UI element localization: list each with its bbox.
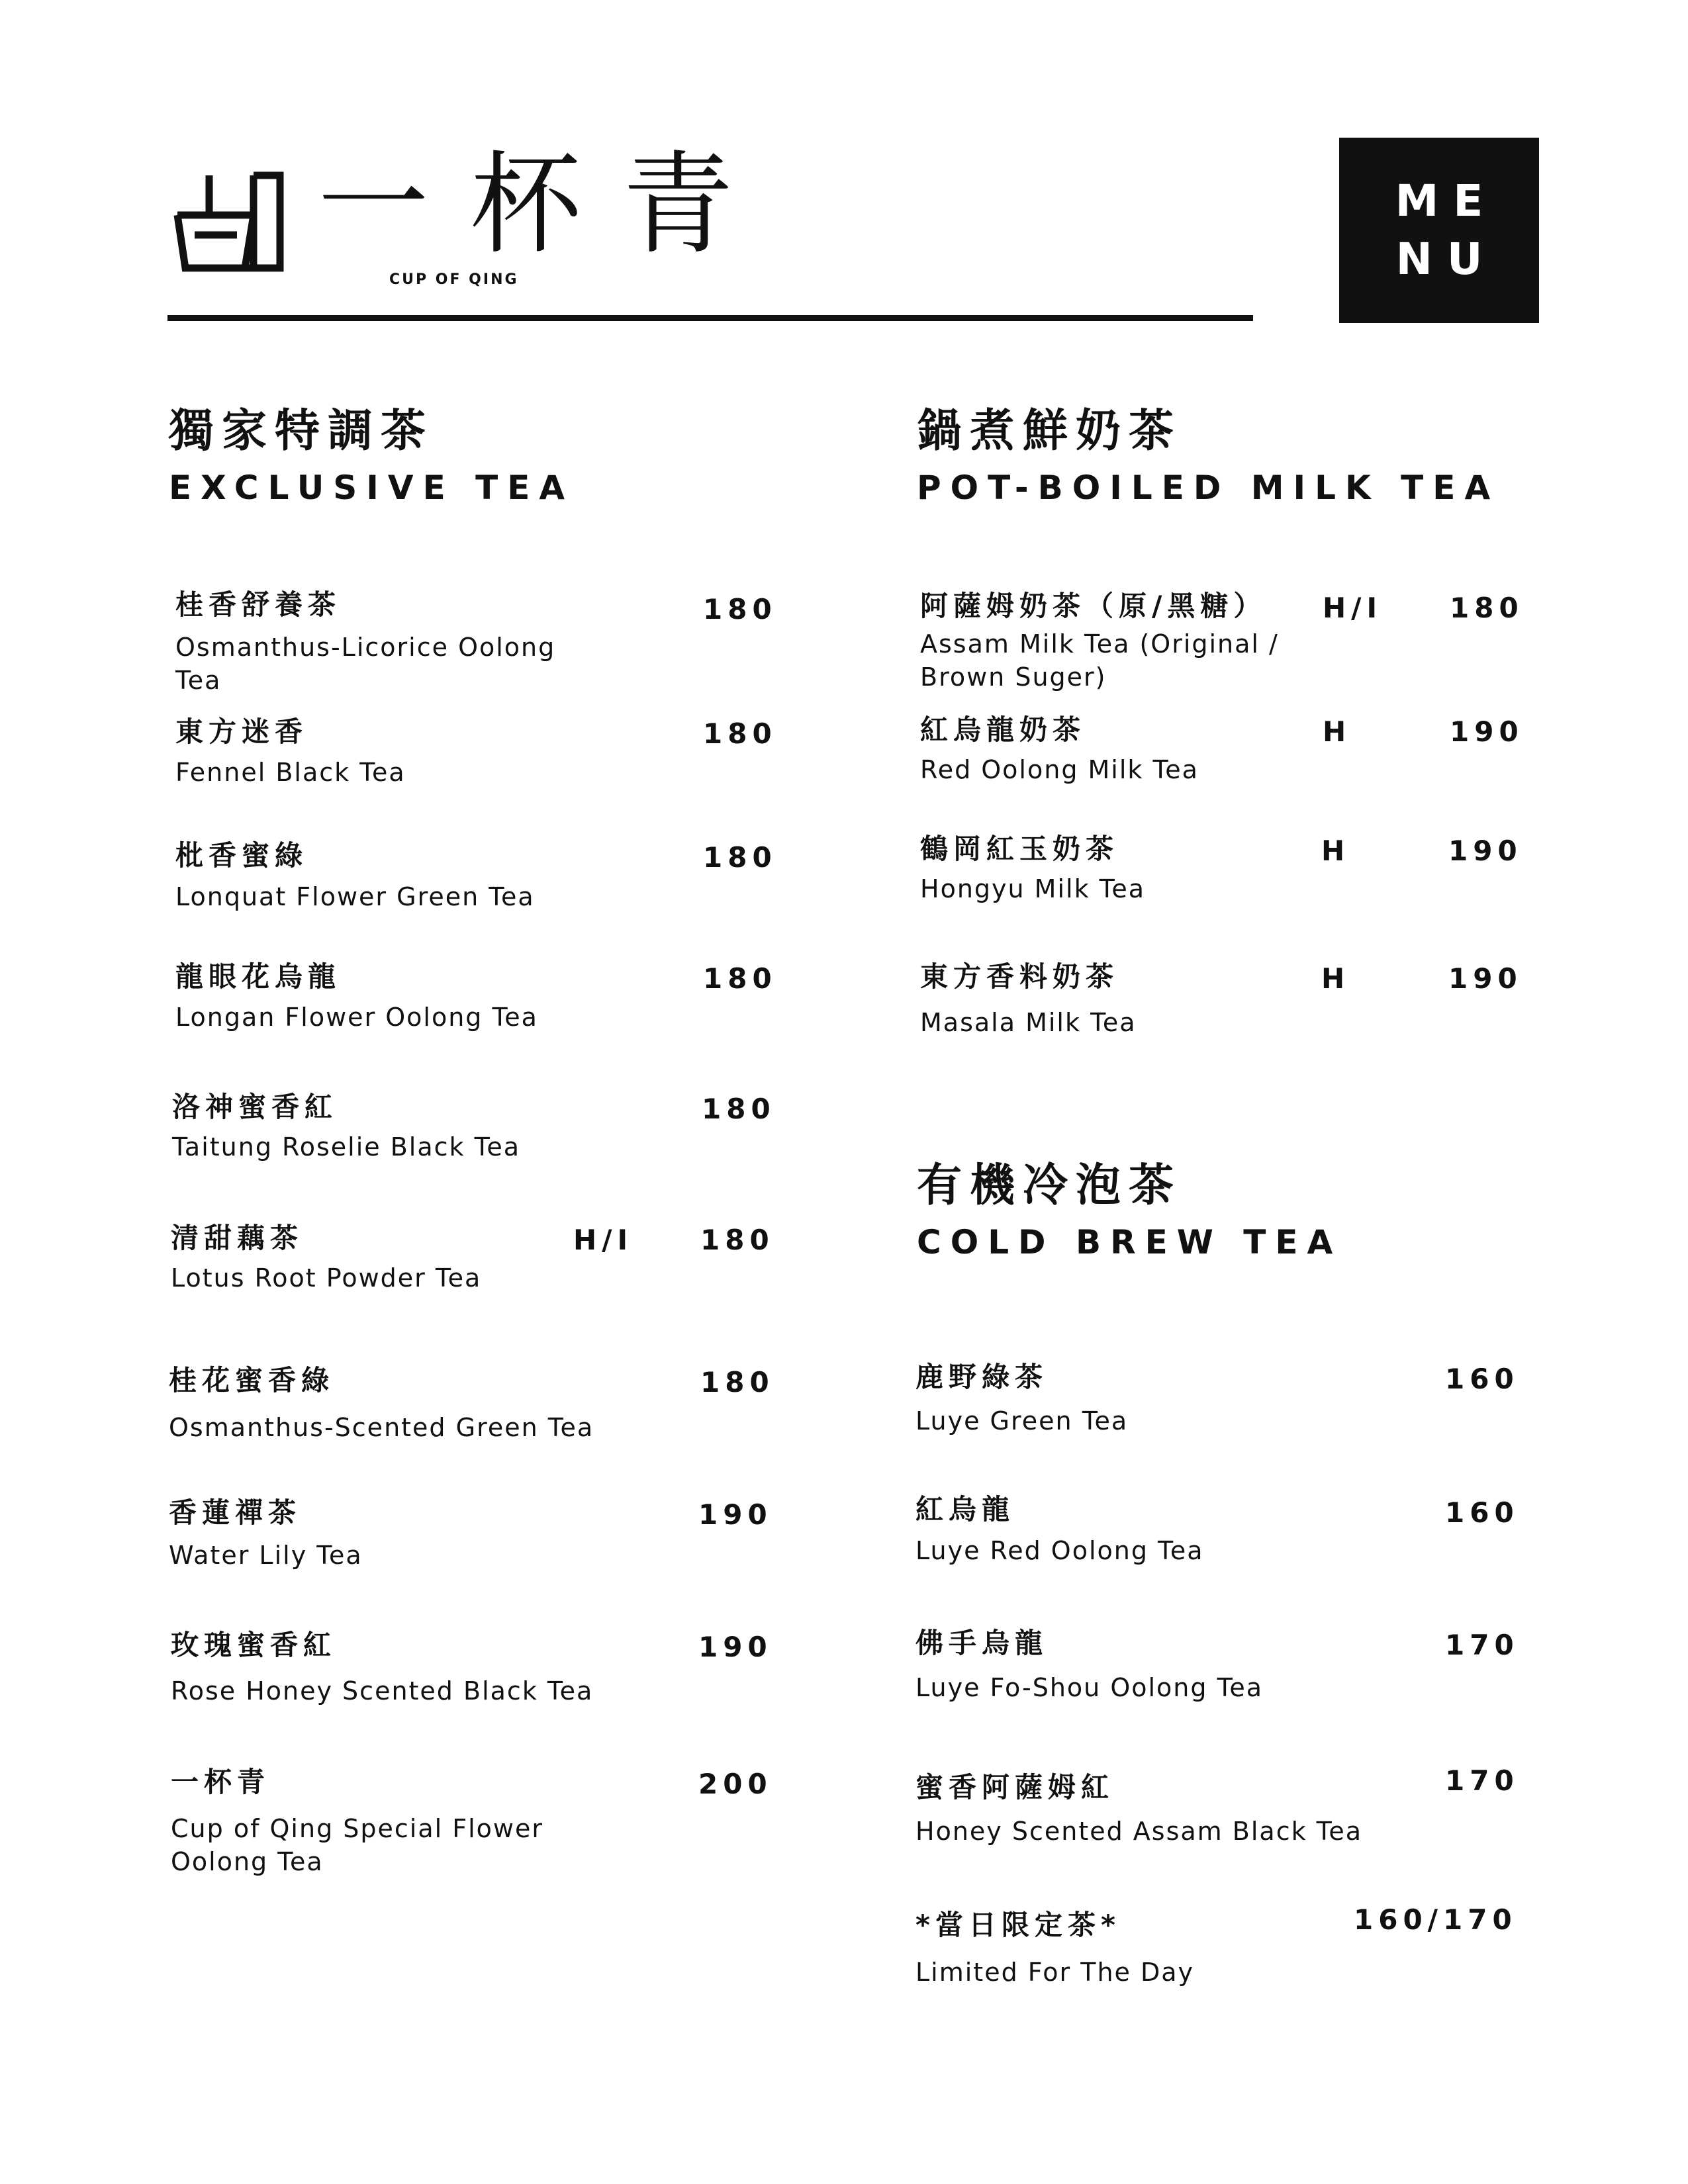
menu-item-name-en: Lonquat Flower Green Tea: [175, 882, 535, 911]
cup-logo-icon: [171, 169, 287, 275]
section-title-chinese: 有機冷泡茶: [917, 1160, 1182, 1212]
menu-item-name-en: Red Oolong Milk Tea: [920, 755, 1199, 784]
menu-item-name-en: Lotus Root Powder Tea: [171, 1263, 482, 1293]
menu-item-name-en: Masala Milk Tea: [920, 1008, 1137, 1037]
menu-item-price: 170: [1445, 1629, 1519, 1661]
menu-item-temperature: H: [1321, 962, 1350, 995]
menu-item-name-en: Water Lily Tea: [169, 1541, 363, 1570]
menu-item-name-en: Luye Red Oolong Tea: [915, 1536, 1204, 1565]
menu-item-price: 180: [703, 593, 777, 625]
menu-item-name-zh: 阿薩姆奶茶（原/黑糖）: [920, 590, 1267, 622]
menu-item-name-en: Luye Fo-Shou Oolong Tea: [915, 1673, 1263, 1702]
menu-item-price: 190: [1448, 835, 1523, 867]
menu-item-name-en: Osmanthus-Scented Green Tea: [169, 1413, 594, 1442]
menu-item-price: 160: [1445, 1363, 1519, 1395]
brand-name-chinese: 一杯青: [318, 140, 774, 269]
menu-item-price: 190: [698, 1631, 773, 1663]
menu-item-name-zh: 鶴岡紅玉奶茶: [920, 833, 1119, 865]
menu-item-name-zh: 紅烏龍: [915, 1493, 1015, 1525]
menu-item-price: 180: [700, 1366, 774, 1398]
menu-item-name-en: Assam Milk Tea (Original / Brown Suger): [920, 629, 1279, 692]
menu-item-temperature: H/I: [1323, 592, 1383, 624]
menu-item-name-zh: 桂香舒養茶: [175, 588, 342, 621]
menu-item-name-en: Rose Honey Scented Black Tea: [171, 1676, 594, 1706]
menu-badge-line-1: ME: [1395, 175, 1498, 226]
section-title-chinese: 獨家特調茶: [169, 405, 434, 457]
menu-item-name-zh: 洛神蜜香紅: [172, 1091, 338, 1123]
menu-item-price: 160: [1445, 1496, 1519, 1529]
menu-item-name-zh: 香蓮禪茶: [169, 1496, 302, 1529]
menu-item-price: 180: [703, 962, 777, 995]
menu-item-price: 180: [702, 1093, 776, 1125]
menu-item-name-zh: *當日限定茶*: [915, 1909, 1121, 1941]
menu-item-name-zh: 東方迷香: [175, 715, 308, 748]
menu-item-name-zh: 佛手烏龍: [915, 1627, 1049, 1659]
brand-name-english: CUP OF QING: [389, 271, 519, 288]
menu-item-price: 170: [1445, 1764, 1519, 1797]
menu-badge: [1339, 138, 1539, 323]
section-title-english: COLD BREW TEA: [917, 1223, 1342, 1261]
menu-item-price: 180: [703, 841, 777, 874]
menu-item-price: 190: [698, 1498, 773, 1531]
menu-item-temperature: H: [1321, 835, 1350, 867]
section-title-chinese: 鍋煮鮮奶茶: [917, 405, 1182, 457]
header-divider: [167, 315, 1253, 321]
menu-item-name-zh: 紅烏龍奶茶: [920, 713, 1086, 746]
menu-item-name-zh: 桂花蜜香綠: [169, 1364, 335, 1396]
menu-item-price: 190: [1450, 715, 1524, 748]
menu-item-name-zh: 龍眼花烏龍: [175, 960, 342, 993]
menu-item-name-en: Taitung Roselie Black Tea: [172, 1132, 521, 1161]
menu-badge-line-2: NU: [1395, 234, 1497, 285]
menu-item-temperature: H/I: [573, 1224, 633, 1256]
menu-item-name-en: Osmanthus-Licorice Oolong Tea: [175, 633, 556, 695]
menu-item-name-zh: 東方香料奶茶: [920, 960, 1119, 993]
menu-item-name-zh: 清甜藕茶: [171, 1222, 304, 1254]
menu-item-name-zh: 玫瑰蜜香紅: [171, 1629, 337, 1661]
menu-item-name-zh: 蜜香阿薩姆紅: [915, 1771, 1115, 1803]
menu-item-price: 180: [700, 1224, 774, 1256]
section-title-english: EXCLUSIVE TEA: [169, 469, 575, 507]
menu-item-price: 160/170: [1354, 1903, 1517, 1936]
menu-item-name-en: Luye Green Tea: [915, 1406, 1129, 1435]
menu-item-price: 200: [698, 1768, 773, 1800]
menu-item-name-en: Cup of Qing Special Flower Oolong Tea: [171, 1814, 544, 1876]
menu-item-name-zh: 鹿野綠茶: [915, 1361, 1049, 1393]
menu-item-name-en: Limited For The Day: [915, 1958, 1195, 1987]
section-title-english: POT-BOILED MILK TEA: [917, 469, 1500, 507]
menu-item-name-en: Fennel Black Tea: [175, 758, 406, 787]
menu-item-name-zh: 枇香蜜綠: [175, 839, 308, 872]
menu-item-price: 190: [1448, 962, 1523, 995]
menu-item-name-zh: 一杯青: [171, 1766, 271, 1798]
menu-item-name-en: Honey Scented Assam Black Tea: [915, 1817, 1363, 1846]
menu-item-temperature: H: [1323, 715, 1352, 748]
menu-item-price: 180: [703, 717, 777, 750]
menu-item-name-en: Longan Flower Oolong Tea: [175, 1003, 538, 1032]
menu-item-price: 180: [1450, 592, 1524, 624]
menu-item-name-en: Hongyu Milk Tea: [920, 874, 1146, 903]
